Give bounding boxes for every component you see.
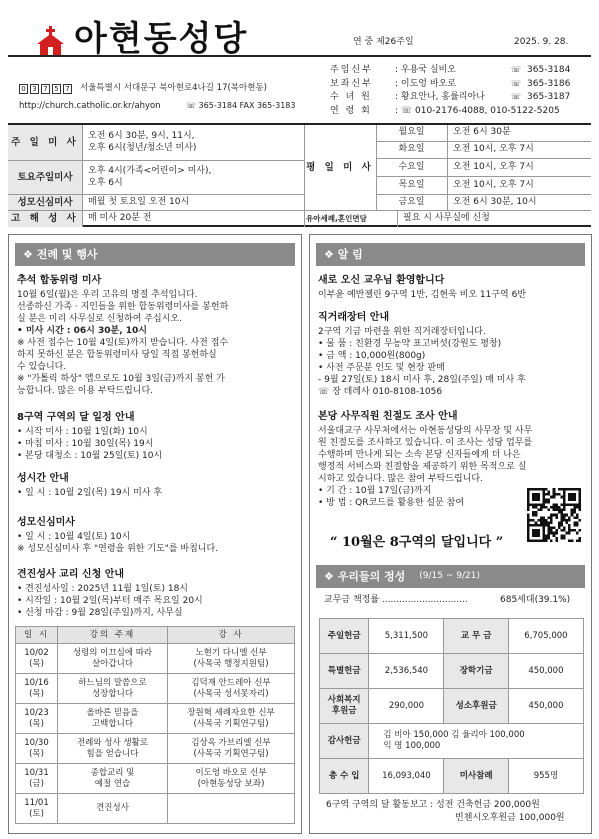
church-contact: ☏ 365-3184 FAX 365-3183 (186, 101, 296, 110)
holyhour-mass-time: 매월 첫 토요일 오전 10시 (82, 195, 304, 211)
table-row (16, 644, 295, 674)
notice-line: ※ 사전 접수는 10월 4일(토)까지 받습니다. 사전 접수 (17, 338, 229, 348)
offering-value: 450,000 (508, 689, 583, 724)
offering-label: 미사참례 (444, 759, 508, 794)
notice-line: • 금 액 : 10,000원(800g) (318, 351, 426, 361)
lecture-speaker: 노현기 다니엘 신부 (사목국 행정지원팀) (168, 644, 295, 674)
notice-line: 수행하며 만나게 되는 소속 본당 신자들에게 더 나은 (318, 450, 521, 460)
notice-line: • 일 시 : 10월 2일(목) 19시 미사 후 (17, 488, 163, 498)
weekday-day: 월요일 (376, 125, 447, 142)
staff-phone: 365-3187 (527, 92, 571, 103)
table-divider (304, 125, 305, 227)
mass-schedule-table (8, 123, 591, 227)
lecture-date: 10/23 (목) (16, 704, 58, 734)
table-header-row (16, 627, 295, 644)
postal-digit: 5 (52, 84, 61, 94)
liturgical-week: 연 중 제26주일 (353, 37, 414, 47)
col-header: 강의 주제 (58, 627, 168, 644)
col-header: 강 사 (168, 627, 295, 644)
offering-note: 6구역 구역의 달 활동보고 : 성전 건축헌금 200,000원 (326, 800, 540, 810)
notice-line: 2구역 기금 마련을 위한 직거래장터입니다. (318, 327, 486, 337)
notice-line: • 견진성사일 : 2025년 11월 1일(토) 18시 (17, 584, 189, 594)
weekday-day: 목요일 (376, 177, 447, 195)
sunday-mass-times (82, 125, 304, 161)
church-logo-icon (34, 26, 68, 56)
notice-line: 선종하신 가족 · 지인들을 위한 합동위령미사를 봉헌하 (17, 302, 229, 312)
notice-line: 원 친절도를 조사하고 있습니다. 이 조사는 성당 업무를 (318, 438, 533, 448)
table-row (16, 764, 295, 794)
weekday-day: 금요일 (376, 195, 447, 211)
notice-line: • 마침 미사 : 10월 30일(목) 19시 (17, 439, 154, 449)
notice-line: • 미사 시간 : 06시 30분, 10시 (17, 326, 148, 336)
church-url[interactable]: http://church.catholic.or.kr/ahyon (19, 101, 161, 111)
notice-line: • 일 시 : 10월 4일(토) 10시 (17, 532, 131, 542)
issue-date: 2025. 9. 28. (514, 37, 569, 47)
notice-line: • 시작일 : 10월 2일(목)부터 매주 목요일 20시 (17, 596, 203, 606)
notice-title: 견진성사 교리 신청 안내 (17, 569, 125, 580)
col-header: 일 시 (16, 627, 58, 644)
lecture-topic: 전례와 성사 생활로 힘을 얻습니다 (58, 734, 168, 764)
table-row (320, 724, 584, 759)
table-row (320, 759, 584, 794)
weekday-mass-label: 평 일 미 사 (304, 125, 376, 211)
weekday-time: 오전 10시, 오후 7시 (447, 177, 591, 195)
table-row (320, 654, 584, 689)
postal-digit: 0 (19, 84, 28, 94)
saturday-mass-line: 오후 6시 (88, 177, 123, 188)
table-row (320, 689, 584, 724)
phone-icon: ☏ (511, 92, 522, 102)
staff-name: : ☏ 010-2176-4088, 010-5122-5205 (395, 105, 560, 116)
notice-title: 성시간 안내 (17, 473, 69, 484)
staff-name: : 이도엉 바오로 (395, 78, 456, 89)
staff-role: 보좌신부 (330, 78, 373, 89)
notice-line: 실 분은 미리 사무실로 신청하여 주십시오. (17, 314, 182, 324)
staff-row (330, 78, 592, 92)
table-divider (397, 211, 398, 227)
lecture-speaker: 이도엉 바오로 신부 (아현동성당 보좌) (168, 764, 295, 794)
confirmation-lecture-table (15, 626, 295, 824)
staff-phone: 365-3186 (527, 78, 571, 89)
church-address: 서울특별시 서대문구 북아현로4나길 17(북아현동) (80, 83, 267, 93)
infant-baptism-note: 필요 시 사무실에 신청 (403, 213, 490, 224)
saturday-mass-times (82, 161, 304, 195)
notice-line: 행정적 서비스와 친절함을 제공하기 위한 목적으로 실 (318, 462, 527, 472)
postal-code (19, 84, 72, 94)
notice-line: 서울대교구 사무처에서는 아현동성당의 사무장 및 사무 (318, 426, 533, 436)
notice-line: 시하고 있습니다. 많은 참여 부탁드립니다. (318, 474, 483, 484)
notice-line: - 9월 27일(토) 18시 미사 후, 28일(주일) 매 미사 후 (318, 375, 526, 385)
offering-label: 교 무 금 (444, 619, 508, 654)
notice-title: 성모신심미사 (17, 517, 75, 528)
table-row (16, 674, 295, 704)
offering-value: 6,705,000 (508, 619, 583, 654)
notice-line: • 기 간 : 10월 17일(금)까지 (318, 486, 432, 496)
staff-list (330, 64, 592, 118)
notice-line: 이부윤 예반젤린 9구역 1반, 김현욱 비오 11구역 6반 (318, 290, 527, 300)
thanks-offering-line: 김 비아 150,000 김 율리아 100,000 (383, 730, 525, 741)
notice-line: • 방 법 : QR코드를 활용한 설문 참여 (318, 498, 465, 508)
table-divider (82, 125, 83, 227)
lecture-date: 10/31 (금) (16, 764, 58, 794)
pledge-rate-label: 교무금 책정률 .............................. (324, 595, 468, 605)
notice-line: • 사전 주문분 인도 및 현장 판매 (318, 363, 445, 373)
notice-line: 능합니다. 많은 이용 부탁드립니다. (17, 386, 154, 396)
phone-icon: ☏ (511, 78, 522, 88)
table-row (16, 704, 295, 734)
staff-role: 주임신부 (330, 65, 373, 76)
table-divider (447, 125, 448, 211)
weekday-day: 화요일 (376, 142, 447, 159)
weekday-day: 수요일 (376, 159, 447, 177)
confession-label: 고 해 성 사 (8, 211, 82, 227)
lecture-topic: 견진성사 (58, 794, 168, 824)
offering-value: 955명 (508, 759, 583, 794)
staff-role: 수 녀 원 (330, 92, 372, 103)
weekday-time: 오전 6시 30분, 10시 (447, 195, 591, 211)
notices-section-title: ❖ 알 림 (316, 243, 585, 266)
staff-phone: 365-3184 (527, 65, 571, 76)
offering-label: 장학기금 (444, 654, 508, 689)
staff-row (330, 91, 592, 105)
liturgy-section-title: ❖ 전례 및 행사 (15, 243, 295, 266)
lecture-date: 10/16 (목) (16, 674, 58, 704)
staff-role: 연 령 회 (330, 105, 372, 116)
pledge-rate-value: 685세대(39.1%) (500, 595, 571, 605)
survey-qr-code-icon[interactable] (527, 488, 581, 542)
infant-baptism-label: 유아세례,혼인면담 (306, 214, 367, 224)
holyhour-mass-label: 성모신심미사 (8, 195, 82, 211)
notice-title: 새로 오신 교우님 환영합니다 (318, 275, 445, 286)
notice-line: • 본당 대청소 : 10월 25일(토) 10시 (17, 451, 163, 461)
lecture-date: 10/02 (목) (16, 644, 58, 674)
offering-label: 감사헌금 (320, 724, 369, 759)
offering-label: 총 수 입 (320, 759, 369, 794)
offering-note: 빈첸시오후원금 100,000원 (455, 813, 565, 823)
lecture-topic: 올바른 믿음을 고백합니다 (58, 704, 168, 734)
notice-title: 직거래장터 안내 (318, 312, 390, 323)
staff-name: : 우용국 실비오 (395, 65, 456, 76)
lecture-speaker: 김상옥 가브리엘 신부 (사목국 기획연구팀) (168, 734, 295, 764)
lecture-topic: 성령의 이끄심에 따라 살아갑니다 (58, 644, 168, 674)
sunday-mass-line: 오후 6시(청년/청소년 미사) (88, 142, 197, 153)
offering-title: ❖ 우리들의 정성 (324, 569, 406, 583)
offering-section-title (316, 565, 585, 588)
notice-line: • 신청 마감 : 9월 28일(주일)까지, 사무실 (17, 608, 183, 618)
offering-value: 5,311,500 (369, 619, 444, 654)
offering-label: 사회복지 후원금 (320, 689, 369, 724)
notice-title: 8구역 구역의 달 일정 안내 (17, 412, 135, 423)
lecture-speaker (168, 794, 295, 824)
table-row (16, 734, 295, 764)
table-divider (376, 125, 377, 211)
offering-value: 2,536,540 (369, 654, 444, 689)
notice-line: ※ 성모신심미사 후 "연령을 위한 기도"를 바칩니다. (17, 544, 219, 554)
staff-name: : 황요안나, 홍률리아나 (395, 92, 485, 103)
offering-value: 290,000 (369, 689, 444, 724)
notice-line: • 시작 미사 : 10월 1일(화) 10시 (17, 427, 148, 437)
lecture-date: 11/01 (토) (16, 794, 58, 824)
lecture-date: 10/30 (목) (16, 734, 58, 764)
phone-icon: ☏ (511, 65, 522, 75)
sunday-mass-line: 오전 6시 30분, 9시, 11시, (88, 131, 195, 142)
offering-label: 특별헌금 (320, 654, 369, 689)
notice-title: 본당 사무직원 친절도 조사 안내 (318, 411, 458, 422)
notice-line: ※ "가톨릭 하상" 앱으로도 10월 3일(금)까지 봉헌 가 (17, 374, 225, 384)
thanks-offering-list (369, 724, 584, 759)
weekday-time: 오전 6시 30분 (447, 125, 591, 142)
staff-row (330, 105, 592, 119)
staff-row (330, 64, 592, 78)
offering-period: (9/15 ~ 9/21) (419, 570, 480, 581)
sunday-mass-label: 주 일 미 사 (8, 125, 82, 161)
weekday-time: 오전 10시, 오후 7시 (447, 159, 591, 177)
church-name: 아현동성당 (74, 19, 249, 59)
lecture-topic: 하느님의 말씀으로 성장합니다 (58, 674, 168, 704)
table-row (320, 619, 584, 654)
postal-digit: 7 (63, 84, 72, 94)
offering-table (319, 618, 584, 794)
notice-line: 수 있습니다. (17, 362, 67, 372)
lecture-topic: 종합교리 및 예절 연습 (58, 764, 168, 794)
bulletin-header (0, 0, 599, 120)
saturday-mass-label: 토요주일미사 (8, 161, 82, 195)
lecture-speaker: 김덕재 안드레아 신부 (사목국 성서못자리) (168, 674, 295, 704)
offering-label: 주일헌금 (320, 619, 369, 654)
header-divider (8, 55, 591, 57)
lecture-speaker: 장원혁 세례자요한 신부 (사목국 기획연구팀) (168, 704, 295, 734)
notice-line: ☏ 장 데레사 010-8108-1056 (318, 387, 443, 397)
notice-line: 10월 6일(월)은 우리 고유의 명절 추석입니다. (17, 290, 198, 300)
confession-time: 매 미사 20분 전 (88, 213, 152, 224)
weekday-time: 오전 10시, 오후 7시 (447, 142, 591, 159)
notice-title: 추석 합동위령 미사 (17, 275, 102, 286)
notice-line: • 물 품 : 친환경 무농약 표고버섯(강원도 평창) (318, 339, 502, 349)
postal-digit: 3 (30, 84, 39, 94)
notice-line: 하지 못하신 분은 합동위령미사 당일 직접 봉헌하실 (17, 350, 217, 360)
saturday-mass-line: 오후 4시(가족<어린이> 미사), (88, 166, 212, 177)
offering-label: 성소후원금 (444, 689, 508, 724)
table-row (16, 794, 295, 824)
offering-value: 450,000 (508, 654, 583, 689)
thanks-offering-line: 익 명 100,000 (383, 741, 441, 751)
postal-digit: 7 (41, 84, 50, 94)
month-theme-quote: “ 10월은 8구역의 달입니다 ” (330, 535, 504, 550)
offering-value: 16,093,040 (369, 759, 444, 794)
